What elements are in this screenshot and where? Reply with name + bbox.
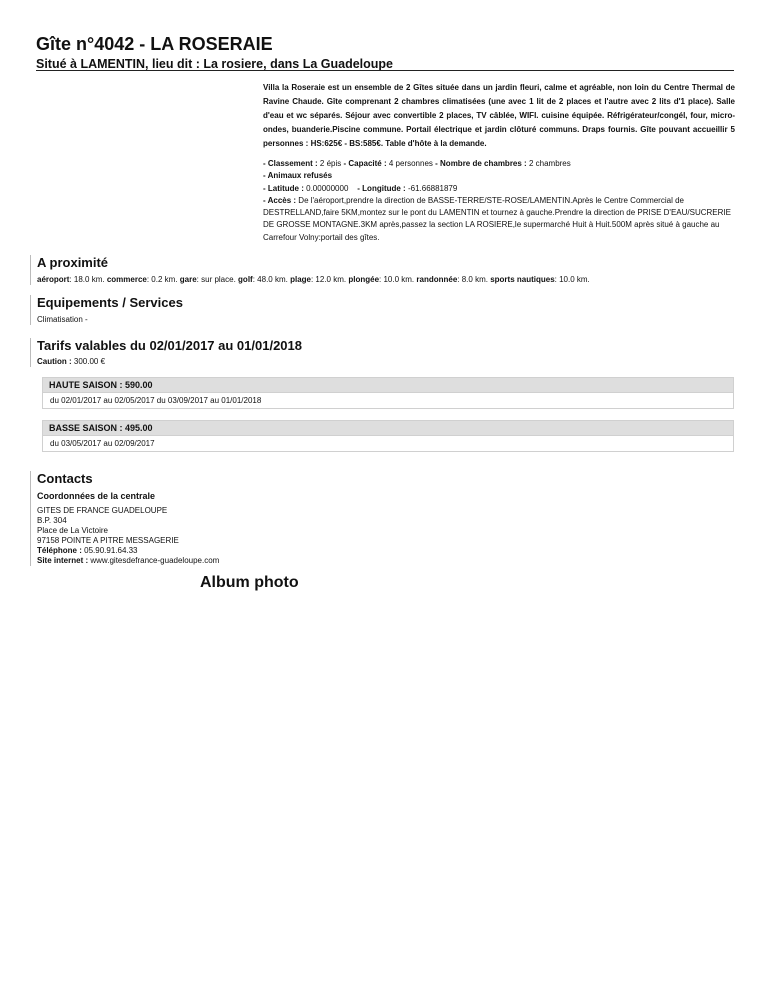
proximite-item [37,275,105,284]
season-dates: du 02/01/2017 au 02/05/2017 du 03/09/2017 au 01/01/2018 [42,393,734,409]
proximite-item [107,275,178,284]
contacts-section [30,471,737,566]
latitude-label: - Latitude : [263,183,304,193]
proximite-item-label: commerce [106,275,147,284]
season-name: HAUTE SAISON : 590.00 [42,377,734,393]
address-line: 97158 POINTE A PITRE MESSAGERIE [37,536,179,545]
address-line: GITES DE FRANCE GUADELOUPE [37,506,168,515]
season-basse [42,420,734,452]
caution-label: Caution : [37,357,72,366]
chambres-label: - Nombre de chambres : [435,159,527,168]
website-line [37,556,737,566]
longitude-label: - Longitude : [357,183,406,193]
tarifs-title: Tarifs valables du 02/01/2017 au 01/01/2018 [37,338,302,353]
info-row-classement [263,158,735,170]
header-divider [36,70,734,71]
season-dates: du 03/05/2017 au 02/09/2017 [42,436,734,452]
equipements-text: Climatisation - [37,315,88,324]
acces-value: De l'aéroport,prendre la direction de BASSE-TERRE/STE-ROSE/LAMENTIN.Après le Centre Commercial de DESTRELLAND,faire 5KM,montez sur le pont du LAMENTIN et tournez à gauche.Prendre la direction de PRISE D'EAU/SUCRERIE DE GROSSE MONTAGNE.3KM après,passez la section LA ROSIERE,le supermarché Huit à Huit.500M après situé à gauche au Carrefour Volny:portail des gîtes. [263,195,731,242]
page-header [36,33,734,72]
longitude-value: -61.66881879 [407,183,458,193]
proximite-item-value: : 10.0 km. [554,275,590,284]
latitude-value: 0.00000000 [306,183,349,193]
info-row-coords [263,183,735,195]
classement-value: 2 épis [319,159,342,168]
capacite-label: - Capacité : [343,159,387,168]
proximite-item-label: randonnée [416,275,458,284]
proximite-item-label: gare [179,275,197,284]
description: Villa la Roseraie est un ensemble de 2 Gîtes située dans un jardin fleuri, calme et agréable, non loin du Centre Thermal de Ravine Chaude. Gîte comprenant 2 chambres climatisées (une avec 1 lit de 2 places et l'autre avec 2 lits d'1 place). Salle d'eau et wc séparés. Séjour avec convertible 2 places, TV câblée, WIFI. cuisine équipée. Réfrigérateur/congél, four, micro-ondes, buanderie.Piscine commune. Portail électrique et jardin clôturé communs. Draps fournis. Gîte pouvant accueillir 5 personnes : HS:625€ - BS:585€. Table d'hôte à la demande. [263,83,735,148]
contacts-title: Contacts [37,471,93,486]
proximite-section [30,255,737,285]
proximite-item-value: : 8.0 km. [457,275,488,284]
season-name: BASSE SAISON : 495.00 [42,420,734,436]
acces-label: - Accès : [263,195,297,205]
website-label: Site internet : [37,556,89,565]
season-haute [42,377,734,409]
proximite-item-value: : 48.0 km. [252,275,288,284]
proximite-item-label: golf [238,275,253,284]
proximite-item [490,275,590,284]
capacite-value: 4 personnes [388,159,433,168]
telephone-label: Téléphone : [37,546,82,555]
info-block [263,158,735,244]
contacts-subtitle: Coordonnées de la centrale [37,491,156,501]
proximite-item-value: : 10.0 km. [379,275,415,284]
proximite-item-label: plage [290,275,311,284]
equipements-title: Equipements / Services [37,295,183,310]
proximite-item-label: plongée [348,275,380,284]
tarifs-section [30,338,737,367]
chambres-value: 2 chambres [528,159,571,168]
proximite-list [37,274,737,285]
equipements-section [30,295,737,325]
telephone-line [37,546,737,556]
animaux-info: - Animaux refusés [263,171,333,181]
info-row-acces [263,195,735,244]
proximite-title: A proximité [37,255,109,270]
classement-label: - Classement : [263,159,318,168]
caution-value: 300.00 € [73,357,106,366]
proximite-item-value: : 12.0 km. [310,275,347,284]
proximite-item-value: : 0.2 km. [146,275,178,284]
album-title: Album photo [200,574,299,591]
address-line: Place de La Victoire [37,526,109,535]
page-subtitle: Situé à LAMENTIN, lieu dit : La rosiere, dans La Guadeloupe [36,57,394,71]
proximite-item [238,275,288,284]
proximite-item [348,275,414,284]
page-title: Gîte n°4042 - LA ROSERAIE [36,34,273,54]
proximite-item [290,275,346,284]
proximite-item-value: : 18.0 km. [69,275,105,284]
proximite-item-label: aéroport [37,275,70,284]
proximite-item [416,275,488,284]
contacts-address [37,506,737,566]
address-line: B.P. 304 [37,516,67,525]
proximite-item-label: sports nautiques [490,275,555,284]
website-value: www.gitesdefrance-guadeloupe.com [90,556,220,565]
proximite-item [180,275,236,284]
proximite-item-value: : sur place. [196,275,236,284]
telephone-value: 05.90.91.64.33 [84,546,138,555]
caution-line [37,357,737,367]
